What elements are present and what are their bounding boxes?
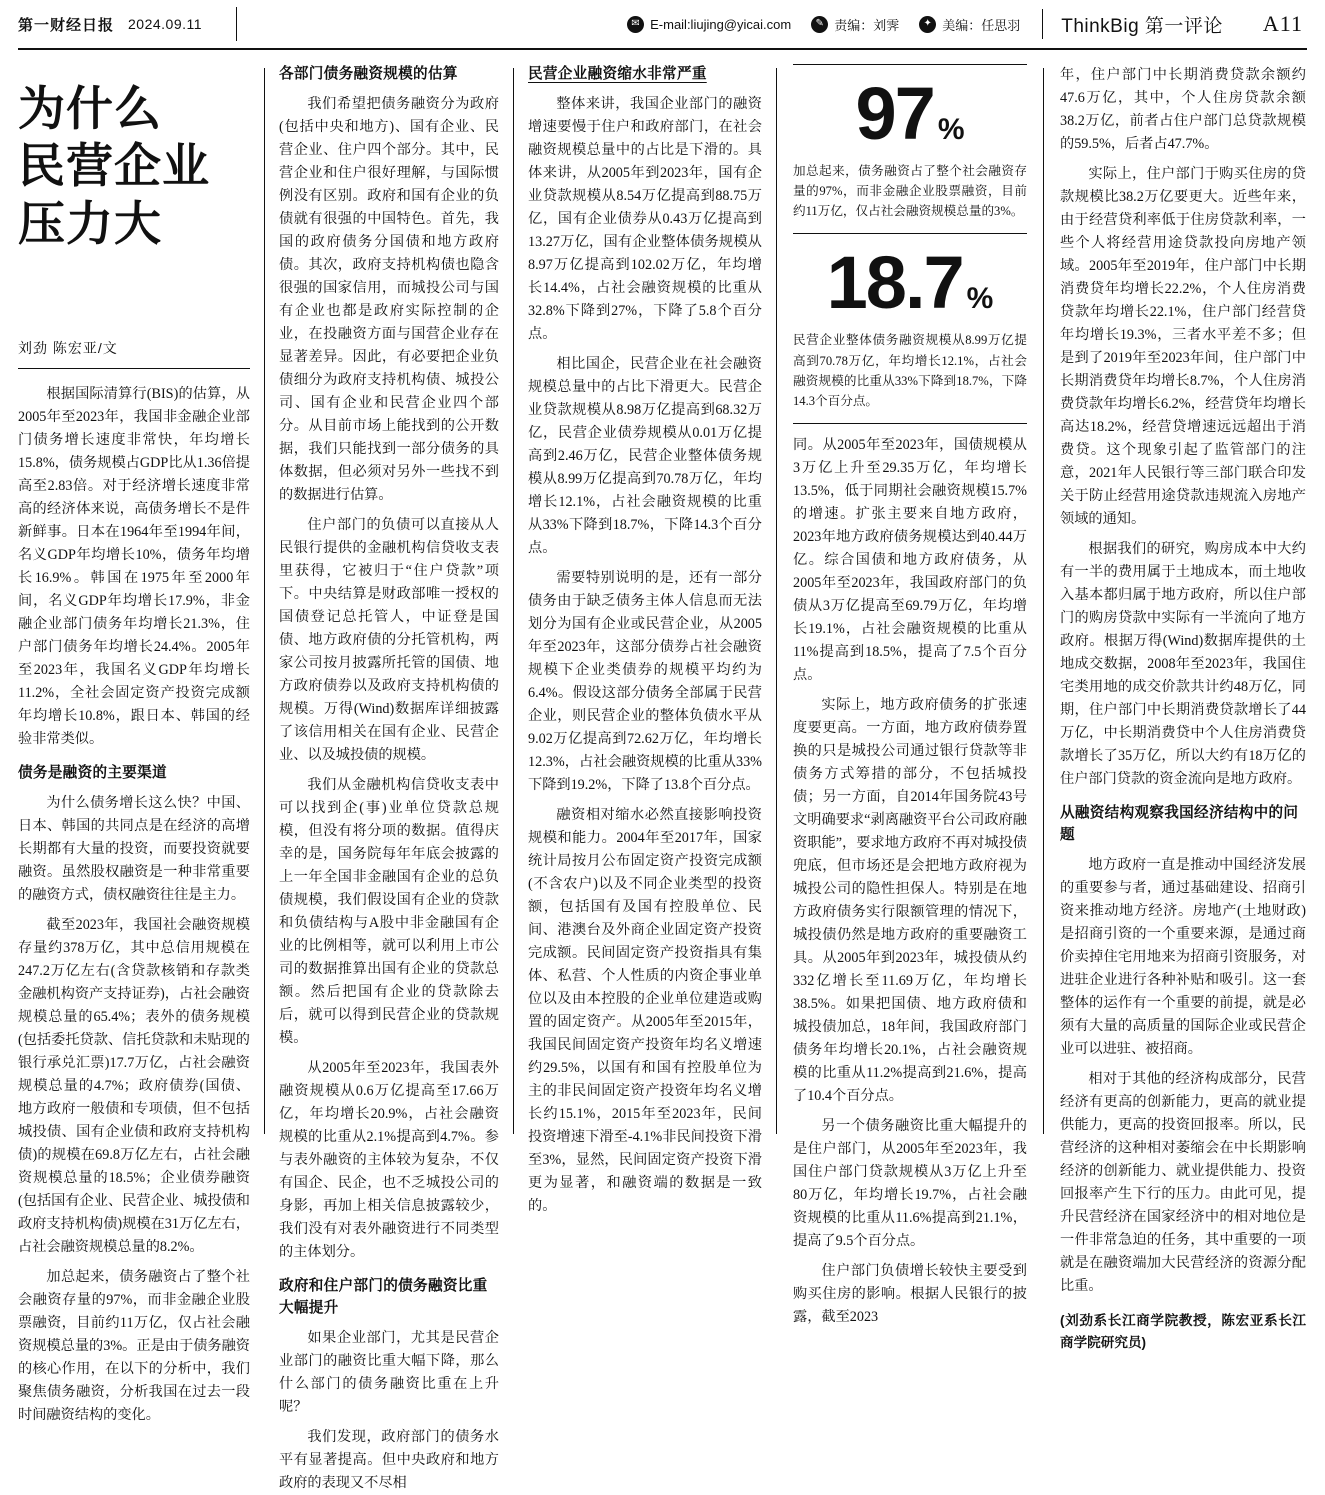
paragraph: 从2005年至2023年，我国表外融资规模从0.6万亿提高至17.66万亿，年均增长20.9%，占社会融资规模的比重从2.1%提高到4.7%。参与表外融资的主体较为复杂，不仅有国企、民企，也不乏城投公司的身影，再加上相关信息披露较少，我们没有对表外融资进行不同类型的主体划分。: [279, 1059, 499, 1260]
byline: 刘劲 陈宏亚/文: [18, 339, 118, 356]
paragraph: 年，住户部门中长期消费贷款余额约47.6万亿，其中，个人住房贷款余额38.2万亿，前者占住户部门总贷款规模的59.5%，后者占47.7%。: [1060, 67, 1306, 152]
page-title: [18, 80, 250, 252]
paragraph: 整体来讲，我国企业部门的融资增速要慢于住户和政府部门，在社会融资规模总量中的占比是下滑的。具体来讲，从2005年到2023年，国有企业贷款规模从8.54万亿提高到88.75万亿，国有企业债券从0.43万亿提高到13.27万亿，国有企业整体债务规模从8.97万亿提高到102.02万亿，年均增长14.4%，占社会融资规模的比重从32.8%下降到27%，下降了5.8个百分点。: [528, 95, 762, 342]
paragraph: 相比国企，民营企业在社会融资规模总量中的占比下滑更大。民营企业贷款规模从8.98万亿提高到68.32万亿，民营企业债券规模从0.01万亿提高到2.46万亿，民营企业整体债务规模从8.99万亿提高到70.78万亿，年均增长12.1%，占社会融资规模的比重从33%下降到18.7%，下降14.3个百分点。: [528, 355, 762, 556]
stat-callout-97: [793, 72, 1027, 155]
masthead-divider-2: [1042, 9, 1043, 39]
paragraph: 住户部门的负债可以直接从人民银行提供的金融机构信贷收支表里获得，它被归于“住户贷款”项下。中央结算是财政部唯一授权的国债登记总托管人，中证登是国债、地方政府债的分托管机构，两家公司按月披露所托管的国债、地方政府债券以及政府支持机构债的规模。万得(Wind)数据库详细披露了该信用相关在国有企业、民营企业、以及城投债的规模。: [279, 516, 499, 763]
section-heading-private-shrink: 民营企业融资缩水非常严重: [528, 66, 707, 82]
paragraph: 同。从2005年至2023年，国债规模从3万亿上升至29.35万亿，年均增长13.5%，低于同期社会融资规模15.7%的增速。扩张主要来自地方政府，2023年地方政府债务规模达到40.44万亿。综合国债和地方政府债务，从2005年至2023年，我国政府部门的负债从3万亿提高至69.79万亿，年均增长19.1%，占社会融资规模的比重从11%提高到18.5%，提高了7.5个百分点。: [793, 436, 1027, 683]
headline-line-2: 民营企业压力大: [18, 139, 210, 250]
paper-name: 第一财经日报: [18, 16, 115, 34]
paragraph: 需要特别说明的是，还有一部分债务由于缺乏债务主体人信息而无法划分为国有企业或民营企业，从2005年至2023年，这部分债券占社会融资规模下企业类债券的规模平均约为6.4%。假设这部分债务全部属于民营企业，则民营企业的整体负债水平从9.02万亿提高到72.62万亿，年均增长12.3%，占社会融资规模的比重从33%下降到19.2%，下降了13.8个百分点。: [528, 569, 762, 793]
paragraph: 截至2023年，我国社会融资规模存量约378万亿，其中总信用规模在247.2万亿左右(含贷款核销和存款类金融机构资产支持证券)，占社会融资规模总量的65.4%；表外的债务规模(包括委托贷款、信托贷款和未贴现的银行承兑汇票)17.7万亿，占社会融资规模总量的4.7%；政府债券(国债、地方政府一般债和专项债，但不包括城投债、国有企业债和政府支持机构债)的规模在69.8万亿左右，占社会融资规模总量的18.5%；企业债券融资(包括国有企业、民营企业、城投债和政府支持机构债)规模在31万亿左右，占社会融资规模总量的8.2%。: [18, 916, 250, 1255]
column-1: [18, 64, 264, 1423]
envelope-icon: ✉: [627, 16, 644, 33]
paragraph: 地方政府一直是推动中国经济发展的重要参与者，通过基础建设、招商引资来推动地方经济。房地产(土地财政)是招商引资的一个重要来源，是通过商价卖掉住宅用地来为招商引资服务，对进驻企业进行各种补贴和吸引。这一套整体的运作有一个重要的前提，就是必须有大量的高质量的国际企业或民营企业可以进驻、被招商。: [1060, 856, 1306, 1057]
paragraph: 住户部门负债增长较快主要受到购买住房的影响。根据人民银行的披露，截至2023: [793, 1262, 1027, 1325]
paragraph: 相对于其他的经济构成部分，民营经济有更高的创新能力，更高的就业提供能力，更高的投资回报率。所以，民营经济的这种相对萎缩会在中长期影响经济的创新能力、就业提供能力、投资回报率产生下行的压力。由此可见，提升民营经济在国家经济中的相对地位是一件非常急迫的任务，其中重要的一项就是在融资端加大民营经济的资源分配比重。: [1060, 1070, 1306, 1294]
editor-text: 责编：刘霁: [834, 17, 900, 33]
paragraph: 我们希望把债务融资分为政府(包括中央和地方)、国有企业、民营企业、住户四个部分。其中，民营企业和住户很好理解，与国际惯例没有区别。政府和国有企业的负债就有很强的中国特色。首先，我国的政府债务分国债和地方政府债。其次，政府支持机构债也隐含很强的国家信用，而城投公司与国有企业也都是政府实际控制的企业，在投融资方面与国营企业存在显著差异。因此，有必要把企业负债细分为政府支持机构债、城投公司、国有企业和民营企业四个部分。从目前市场上能找到的公开数据，我们只能找到一部分债务的具体数据，但必须对另外一些找不到的数据进行估算。: [279, 95, 499, 503]
column-3: [514, 64, 776, 1214]
stat-callout-18-7: [793, 241, 1027, 325]
paragraph: 根据国际清算行(BIS)的估算，从2005年至2023年，我国非金融企业部门债务增长速度非常快，年均增长15.8%，债务规模占GDP比从1.36倍提高至2.83倍。对于经济增长速度非常高的经济体来说，高债务增长不是件新鲜事。日本在1964年至1994年间，名义GDP年均增长10%，债务年均增长16.9%。韩国在1975年至2000年间，名义GDP年均增长17.9%，非金融企业部门债务年均增长21.3%，住户部门债务年均增长24.4%。2005年至2023年，我国名义GDP年均增长11.2%，全社会固定资产投资完成额年均增长10.8%，跟日本、韩国的经验非常类似。: [18, 385, 250, 747]
column-4: [777, 64, 1043, 1325]
author-signoff: (刘劲系长江商学院教授，陈宏亚系长江商学院研究员): [1060, 1312, 1306, 1350]
byline-rule: [18, 368, 250, 369]
masthead: [14, 0, 1311, 48]
stat-caption: 加总起来，债务融资占了整个社会融资存量的97%，而非金融企业股票融资，目前约11万亿，仅占社会融资规模总量的3%。: [793, 164, 1027, 219]
stat-rule-mid: [793, 233, 1027, 234]
section-brand: ThinkBig 第一评论: [1061, 15, 1223, 37]
section-heading-estimates: 各部门债务融资规模的估算: [279, 66, 458, 82]
paragraph: 融资相对缩水必然直接影响投资规模和能力。2004年至2017年，国家统计局按月公布固定资产投资完成额(不含农户)以及不同企业类型的投资额，包括国有及国有控股单位、民间、港澳台及外商企业固定资产投资完成额。民间固定资产投资指具有集体、私营、个人性质的内资企事业单位以及由本控股的企业单位建造或购置的固定资产。从2005年至2015年，我国民间固定资产投资年均名义增速约29.5%，以国有和国有控股单位为主的非民间固定资产投资年均名义增长约15.1%，2015年至2023年，民间投资增速下滑至-4.1%非民间投资下滑至3%，显然，民间固定资产投资下滑更为显著，和融资端的数据是一致的。: [528, 806, 762, 1214]
paragraph: 为什么债务增长这么快？中国、日本、韩国的共同点是在经济的高增长期都有大量的投资，而要投资就要融资。虽然股权融资是一种非常重要的融资方式，债权融资往往是主力。: [18, 794, 250, 903]
paragraph: 实际上，地方政府债务的扩张速度要更高。一方面，地方政府债券置换的只是城投公司通过银行贷款等非债务方式筹措的部分，不包括城投债；另一方面，自2014年国务院43号文明确要求“剥离融资平台公司政府融资职能”，要求地方政府不再对城投债兜底，但市场还是会把地方政府视为城投公司的隐性担保人。特别是在地方政府债务实行限额管理的情况下，城投债仍然是地方政府的重要融资工具。从2005年到2023年，城投债从约332亿增长至11.69万亿，年均增长38.5%。如果把国债、地方政府债和城投债加总，18年间，我国政府部门债务年均增长20.1%，占社会融资规模的比重从11.2%提高到21.6%，提高了10.4个百分点。: [793, 696, 1027, 1104]
paragraph: 如果企业部门，尤其是民营企业部门的融资比重大幅下降，那么什么部门的债务融资比重在上升呢？: [279, 1329, 499, 1415]
stat-value: 18.7: [826, 241, 963, 325]
stat-unit: %: [966, 282, 994, 316]
brush-icon: ✦: [919, 16, 936, 33]
paragraph: 实际上，住户部门于购买住房的贷款规模比38.2万亿要更大。近些年来，由于经营贷利率低于住房贷款利率，一些个人将经营用途贷款投向房地产领域。2005年至2019年，住户部门中长期消费贷年均增长22.2%，个人住房消费贷款年均增长22.1%，住户部门经营贷年均增长19.3%，三者水平差不多；但是到了2019年至2023年间，住户部门中长期消费贷年均增长8.7%，个人住房消费贷款年均增长6.2%，经营贷年均增长高达18.2%，经营贷增速远远超出于消费贷。这个现象引起了监管部门的注意，2021年人民银行等三部门联合印发关于防止经营用途贷款违规流入房地产领域的通知。: [1060, 166, 1306, 527]
section-heading-gov-household: 政府和住户部门的债务融资比重大幅提升: [279, 1277, 488, 1316]
section-heading-structure: 从融资结构观察我国经济结构中的问题: [1060, 805, 1299, 843]
paragraph: 根据我们的研究，购房成本中大约有一半的费用属于土地成本，而土地收入基本都归属于地方政府，所以住户部门的购房贷款中实际有一半流向了地方政府。根据万得(Wind)数据库提供的土地成交数据，2008年至2023年，我国住宅类用地的成交价款共计约48万亿，同期，住户部门中长期消费贷款增长了44万亿，中长期消费贷中个人住房消费贷款增长了35万亿，所以大约有18万亿的住户部门贷款的资金流向是地方政府。: [1060, 541, 1306, 787]
headline-line-1: 为什么: [18, 82, 162, 135]
paragraph: 我们发现，政府部门的债务水平有显著提高。但中央政府和地方政府的表现又不尽相: [279, 1428, 499, 1491]
paragraph: 另一个债务融资比重大幅提升的是住户部门，从2005年至2023年，我国住户部门贷款规模从3万亿上升至80万亿，年均增长19.7%，占社会融资规模的比重从11.6%提高到21.1%，提高了9.5个百分点。: [793, 1117, 1027, 1249]
stat-unit: %: [937, 113, 965, 146]
paragraph: 加总起来，债务融资占了整个社会融资存量的97%，而非金融企业股票融资，目前约11万亿，仅占社会融资规模总量的3%。正是由于债务融资的核心作用，在以下的分析中，我们聚焦债务融资，分析我国在过去一段时间融资结构的变化。: [18, 1268, 250, 1423]
masthead-rule: [18, 48, 1307, 50]
designer-text: 美编：任思羽: [942, 17, 1021, 33]
article-body: [14, 64, 1311, 1491]
paragraph: 我们从金融机构信贷收支表中可以找到企(事)业单位贷款总规模，但没有将分项的数据。值得庆幸的是，国务院每年年底会披露的上一年全国非金融国有企业的总负债规模，我们假设国有企业的贷款和负债结构与A股中非金融国有企业的比例相等，就可以利用上市公司的数据推算出国有企业的贷款总额。然后把国有企业的贷款除去后，就可以得到民营企业的贷款规模。: [279, 776, 499, 1046]
designer-credit: [919, 15, 1020, 34]
stat-caption: 民营企业整体债务融资规模从8.99万亿提高到70.78万亿，年均增长12.1%，占社会融资规模的比重从33%下降到18.7%，下降14.3个百分点。: [793, 333, 1027, 408]
editor-credit: [811, 15, 899, 34]
column-2: [265, 64, 513, 1491]
email-contact: [627, 16, 791, 33]
stat-rule-top: [793, 64, 1027, 65]
stat-value: 97: [855, 72, 934, 155]
page-number: A11: [1262, 11, 1303, 36]
pen-icon: ✎: [811, 16, 828, 33]
column-5: [1044, 64, 1306, 1350]
section-heading-debt-channel: 债务是融资的主要渠道: [18, 764, 167, 781]
publication-date: 2024.09.11: [128, 16, 203, 32]
masthead-divider: [236, 7, 237, 41]
email-text: E-mail:liujing@yicai.com: [650, 16, 792, 32]
stat-rule-bottom: [793, 423, 1027, 424]
